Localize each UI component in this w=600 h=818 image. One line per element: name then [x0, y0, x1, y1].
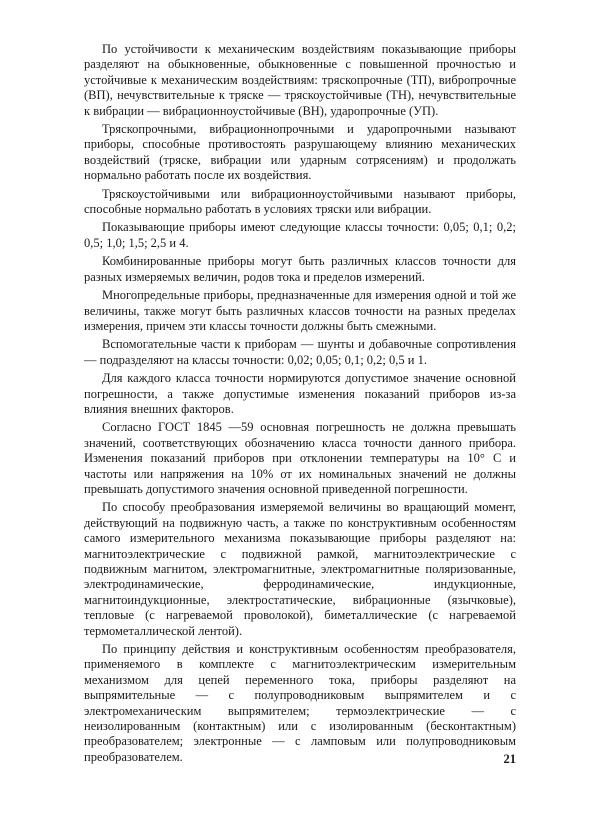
paragraph-shockproof-definition: Тряскопрочными, вибрационнопрочными и ударопрочными называют приборы, способные противостоять разрушающему влиянию механических воздействий (тряске, вибрации или ударным сотрясениям) и продолжать нормально работать после их воздействия.: [84, 122, 516, 183]
paragraph-torque-conversion: По способу преобразования измеряемой величины во вращающий момент, действующий на подвижную часть, а также по конструктивным особенностям самого измерительного механизма показывающие приборы разделяют на: магнитоэлектрические с подвижной рамкой, магнитоэлектрические с подвижным магнитом, электромагнитные, электромагнитные поляризованные, электродинамические, ферродинамические, индукционные, магнитоиндукционные, электростатические, вибрационные (язычковые), тепловые (с нагреваемой проволокой), биметаллические (с нагреваемой термометаллической лентой).: [84, 500, 516, 638]
page-body: [84, 42, 516, 768]
paragraph-vibration-stable-definition: Тряскоустойчивыми или вибрационноустойчивыми называют приборы, способные нормально работать в условиях тряски или вибрации.: [84, 186, 516, 217]
page-number: 21: [503, 752, 516, 766]
paragraph-accuracy-classes: Показывающие приборы имеют следующие классы точности: 0,05; 0,1; 0,2; 0,5; 1,0; 1,5; 2,5 и 4.: [84, 220, 516, 250]
paragraph-converter-principle: По принципу действия и конструктивным особенностям преобразователя, применяемого в комплекте с магнитоэлектрическим измерительным механизмом для цепей переменного тока, приборы разделяют на выпрямительные — с полупроводниковым выпрямителем и с электромеханическим выпрямителем; термоэлектрические — с неизолированным (контактным) или с изолированным (бесконтактным) преобразователем; электронные — с ламповым или полупроводниковым преобразователем.: [84, 642, 516, 764]
paragraph-error-norms: Для каждого класса точности нормируются допустимое значение основной погрешности, а также допустимые изменения показаний приборов из-за влияния внешних факторов.: [84, 371, 516, 416]
paragraph-mechanical-resistance: По устойчивости к механическим воздействиям показывающие приборы разделяют на обыкновенные, обыкновенные с повышенной прочностью и устойчивые к механическим воздействиям: тряскопрочные (ТП), вибропрочные (ВП), нечувствительные к тряске — тряскоустойчивые (ТН), нечувствительные к вибрации — вибрационноустойчивые (ВН), ударопрочные (УП).: [84, 42, 516, 118]
paragraph-combined-instruments: Комбинированные приборы могут быть различных классов точности для разных измеряемых величин, родов тока и пределов измерений.: [84, 254, 516, 284]
paragraph-auxiliary-parts: Вспомогательные части к приборам — шунты и добавочные сопротивления — подразделяют на классы точности: 0,02; 0,05; 0,1; 0,2; 0,5 и 1.: [84, 337, 516, 367]
paragraph-multirange-instruments: Многопредельные приборы, предназначенные для измерения одной и той же величины, также могут быть различных классов точности на разных пределах измерения, причем эти классы точности должны быть смежными.: [84, 288, 516, 333]
paragraph-gost-standard: Согласно ГОСТ 1845 —59 основная погрешность не должна превышать значений, соответствующих обозначению класса точности данного прибора. Изменения показаний приборов при отклонении температуры на 10° С и частоты или напряжения на 10% от их номинальных значений не должны превышать допустимого значения основной приведенной погрешности.: [84, 420, 516, 496]
